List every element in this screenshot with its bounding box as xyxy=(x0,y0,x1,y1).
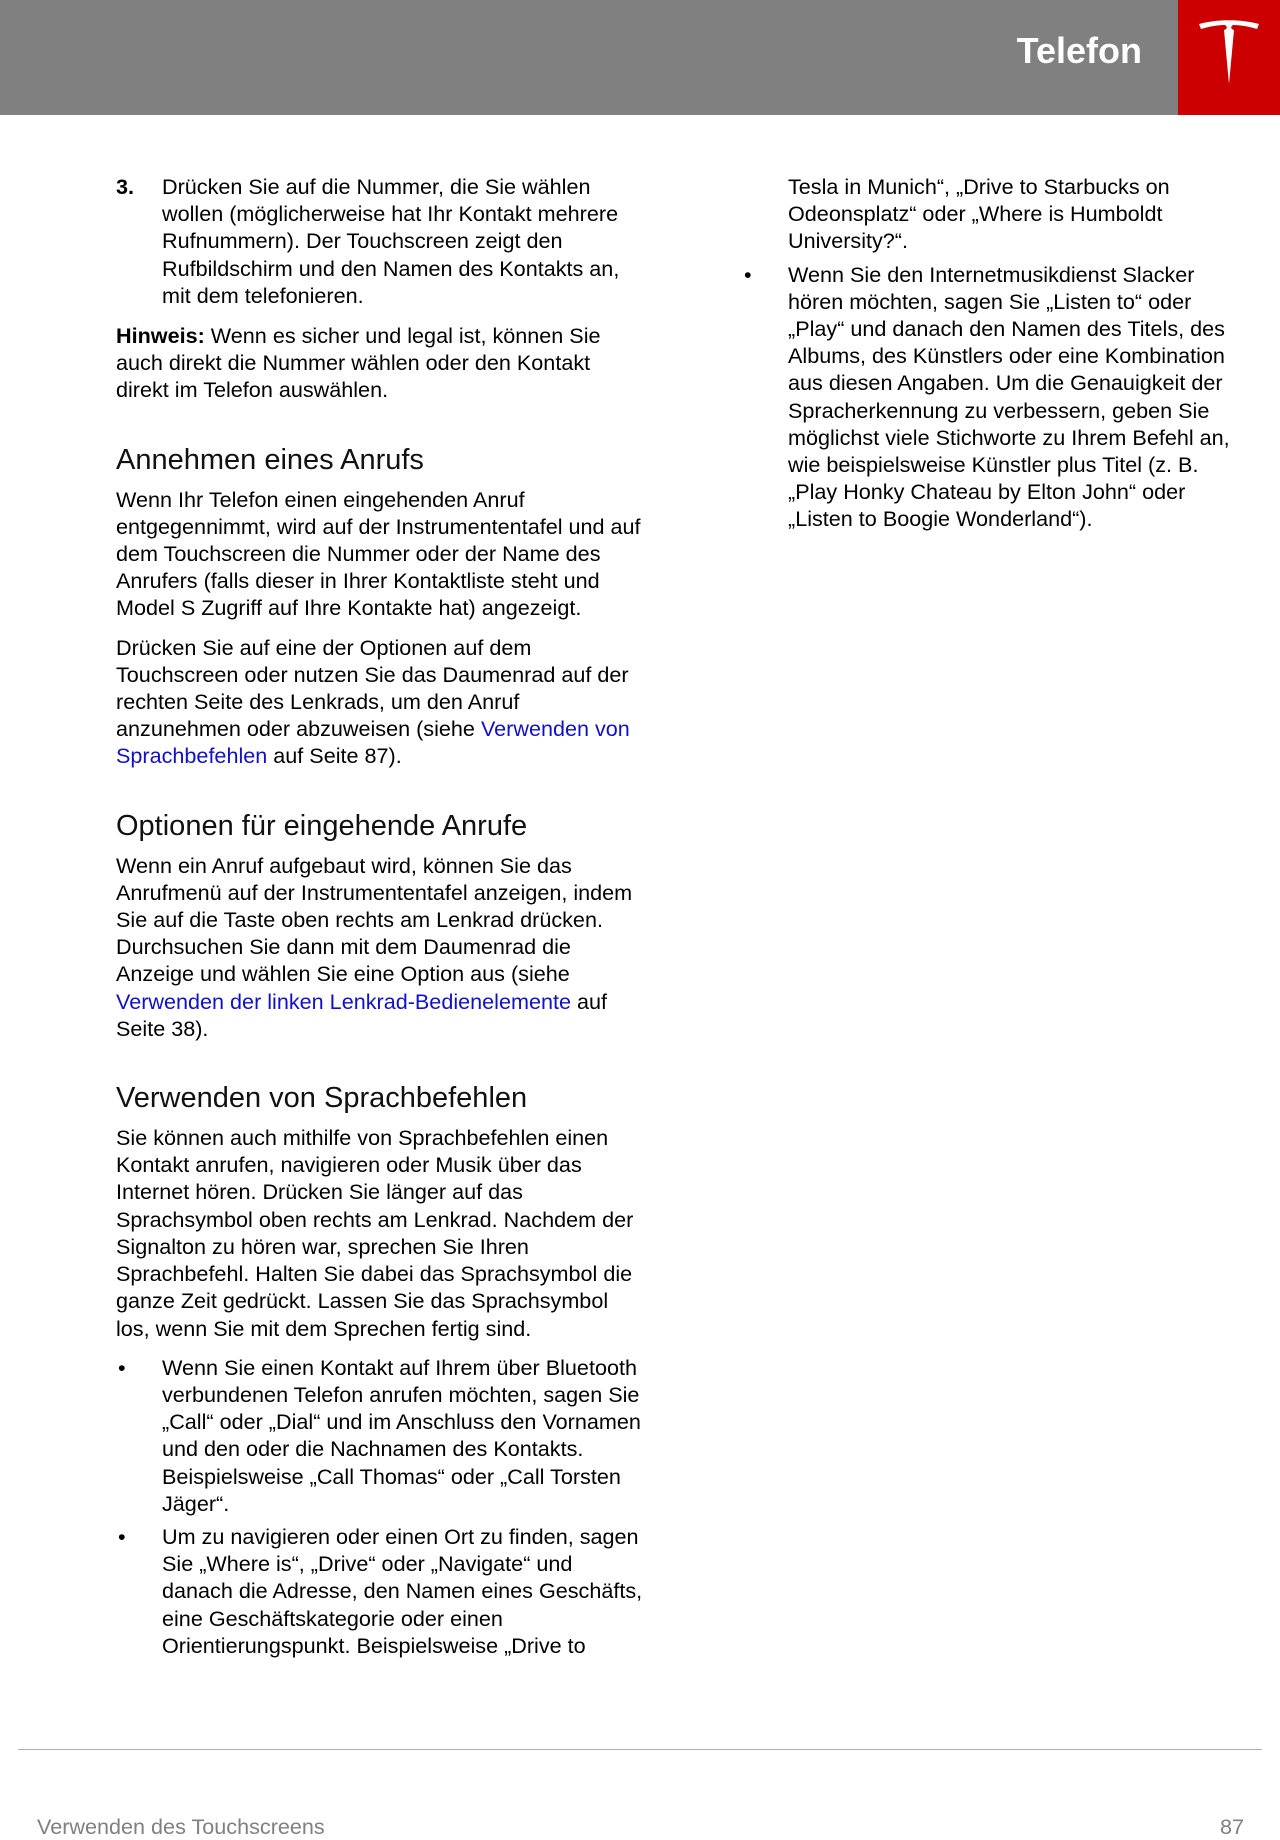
step-number: 3. xyxy=(116,174,135,199)
hint-label: Hinweis: xyxy=(116,323,205,349)
optionen-p-end: auf Seite 38). xyxy=(116,988,608,1041)
hint-text: Wenn es sicher und legal ist, können Sie auch direkt die Nummer wählen oder den Kontakt direkt im Telefon auswählen. xyxy=(116,323,601,403)
annehmen-p2-end: auf Seite 87). xyxy=(267,743,402,769)
optionen-paragraph xyxy=(116,852,646,1042)
bullet-marker: • xyxy=(118,1354,126,1380)
list-item-continuation xyxy=(742,173,1232,255)
list-item xyxy=(742,261,1232,533)
optionen-p-start: Wenn ein Anruf aufgebaut wird, können Sie das Anrufmenü auf der Instrumententafel anzeigen, indem Sie auf die Taste oben rechts am Lenkrad drücken. Durchsuchen Sie dann mit dem Daumenrad die Anzeige und wählen Sie eine Option aus (siehe xyxy=(116,852,633,987)
bullet-marker: • xyxy=(118,1523,126,1549)
logo-box xyxy=(1178,0,1280,115)
heading-annehmen: Annehmen eines Anrufs xyxy=(116,443,424,476)
bullet-marker: • xyxy=(744,261,752,287)
annehmen-paragraph-2 xyxy=(116,634,646,770)
page-title: Telefon xyxy=(1016,30,1142,71)
right-column xyxy=(742,173,1232,539)
footer-divider xyxy=(18,1749,1262,1750)
step-3 xyxy=(116,173,646,309)
heading-sprachbefehle: Verwenden von Sprachbefehlen xyxy=(116,1082,528,1115)
bullet-text-call: Wenn Sie einen Kontakt auf Ihrem über Bluetooth verbundenen Telefon anrufen möchten, sagen Sie „Call“ oder „Dial“ und im Anschluss den Vornamen und den oder die Nachnamen des Kontakts. Beispielsweise „Call Thomas“ oder „Call Torsten Jäger“. xyxy=(162,1354,641,1516)
page-number: 87 xyxy=(1219,1814,1244,1839)
sprach-paragraph: Sie können auch mithilfe von Sprachbefehlen einen Kontakt anrufen, navigieren oder Musik über das Internet hören. Drücken Sie länger auf das Sprachsymbol oben rechts am Lenkrad. Nachdem der Signalton zu hören war, sprechen Sie Ihren Sprachbefehl. Halten Sie dabei das Sprachsymbol die ganze Zeit gedrückt. Lassen Sie das Sprachsymbol los, wenn Sie mit dem Sprechen fertig sind. xyxy=(116,1125,634,1341)
list-item xyxy=(116,1354,646,1517)
bullet-text-continuation: Tesla in Munich“, „Drive to Starbucks on Odeonsplatz“ oder „Where is Humboldt University?“. xyxy=(788,174,1170,254)
footer-section: Verwenden des Touchscreens xyxy=(37,1814,325,1839)
header-bar xyxy=(0,0,1178,115)
annehmen-paragraph-1: Wenn Ihr Telefon einen eingehenden Anruf entgegennimmt, wird auf der Instrumententafel und auf dem Touchscreen die Nummer oder der Name des Anrufers (falls dieser in Ihrer Kontaktliste steht und Model S Zugriff auf Ihre Kontakte hat) angezeigt. xyxy=(116,486,641,621)
hint-paragraph xyxy=(116,322,646,404)
link-verwenden-von-sprachbefehlen[interactable]: Verwenden von Sprachbefehlen xyxy=(116,716,630,769)
list-item xyxy=(116,1523,646,1659)
bullet-text-navigate: Um zu navigieren oder einen Ort zu finden, sagen Sie „Where is“, „Drive“ oder „Navigate“ und danach die Adresse, den Namen eines Geschäfts, eine Geschäftskategorie oder einen Orientierungspunkt. Beispielsweise „Drive to xyxy=(162,1523,643,1658)
step-3-text: Drücken Sie auf die Nummer, die Sie wählen wollen (möglicherweise hat Ihr Kontakt mehrere Rufnummern). Der Touchscreen zeigt den Rufbildschirm und den Namen des Kontakts an, mit dem telefonieren. xyxy=(162,174,620,308)
bullet-text-music: Wenn Sie den Internetmusikdienst Slacker hören möchten, sagen Sie „Listen to“ oder „Play“ und danach den Namen des Titels, des Albums, des Künstlers oder eine Kombination aus diesen Angaben. Um die Genauigkeit der Spracherkennung zu verbessern, geben Sie möglichst viele Stichworte zu Ihrem Befehl an, wie beispielsweise Künstler plus Titel (z. B. „Play Honky Chateau by Elton John“ oder „Listen to Boogie Wonderland“). xyxy=(788,261,1230,532)
annehmen-p2-start: Drücken Sie auf eine der Optionen auf dem Touchscreen oder nutzen Sie das Daumenrad auf der rechten Seite des Lenkrads, um den Anruf anzunehmen oder abzuweisen (siehe xyxy=(116,634,629,742)
heading-optionen: Optionen für eingehende Anrufe xyxy=(116,809,528,842)
tesla-t-logo-icon xyxy=(1197,20,1261,86)
link-lenkrad-bedienelemente[interactable]: Verwenden der linken Lenkrad-Bedienelemente xyxy=(116,988,571,1014)
left-column xyxy=(116,173,646,1665)
